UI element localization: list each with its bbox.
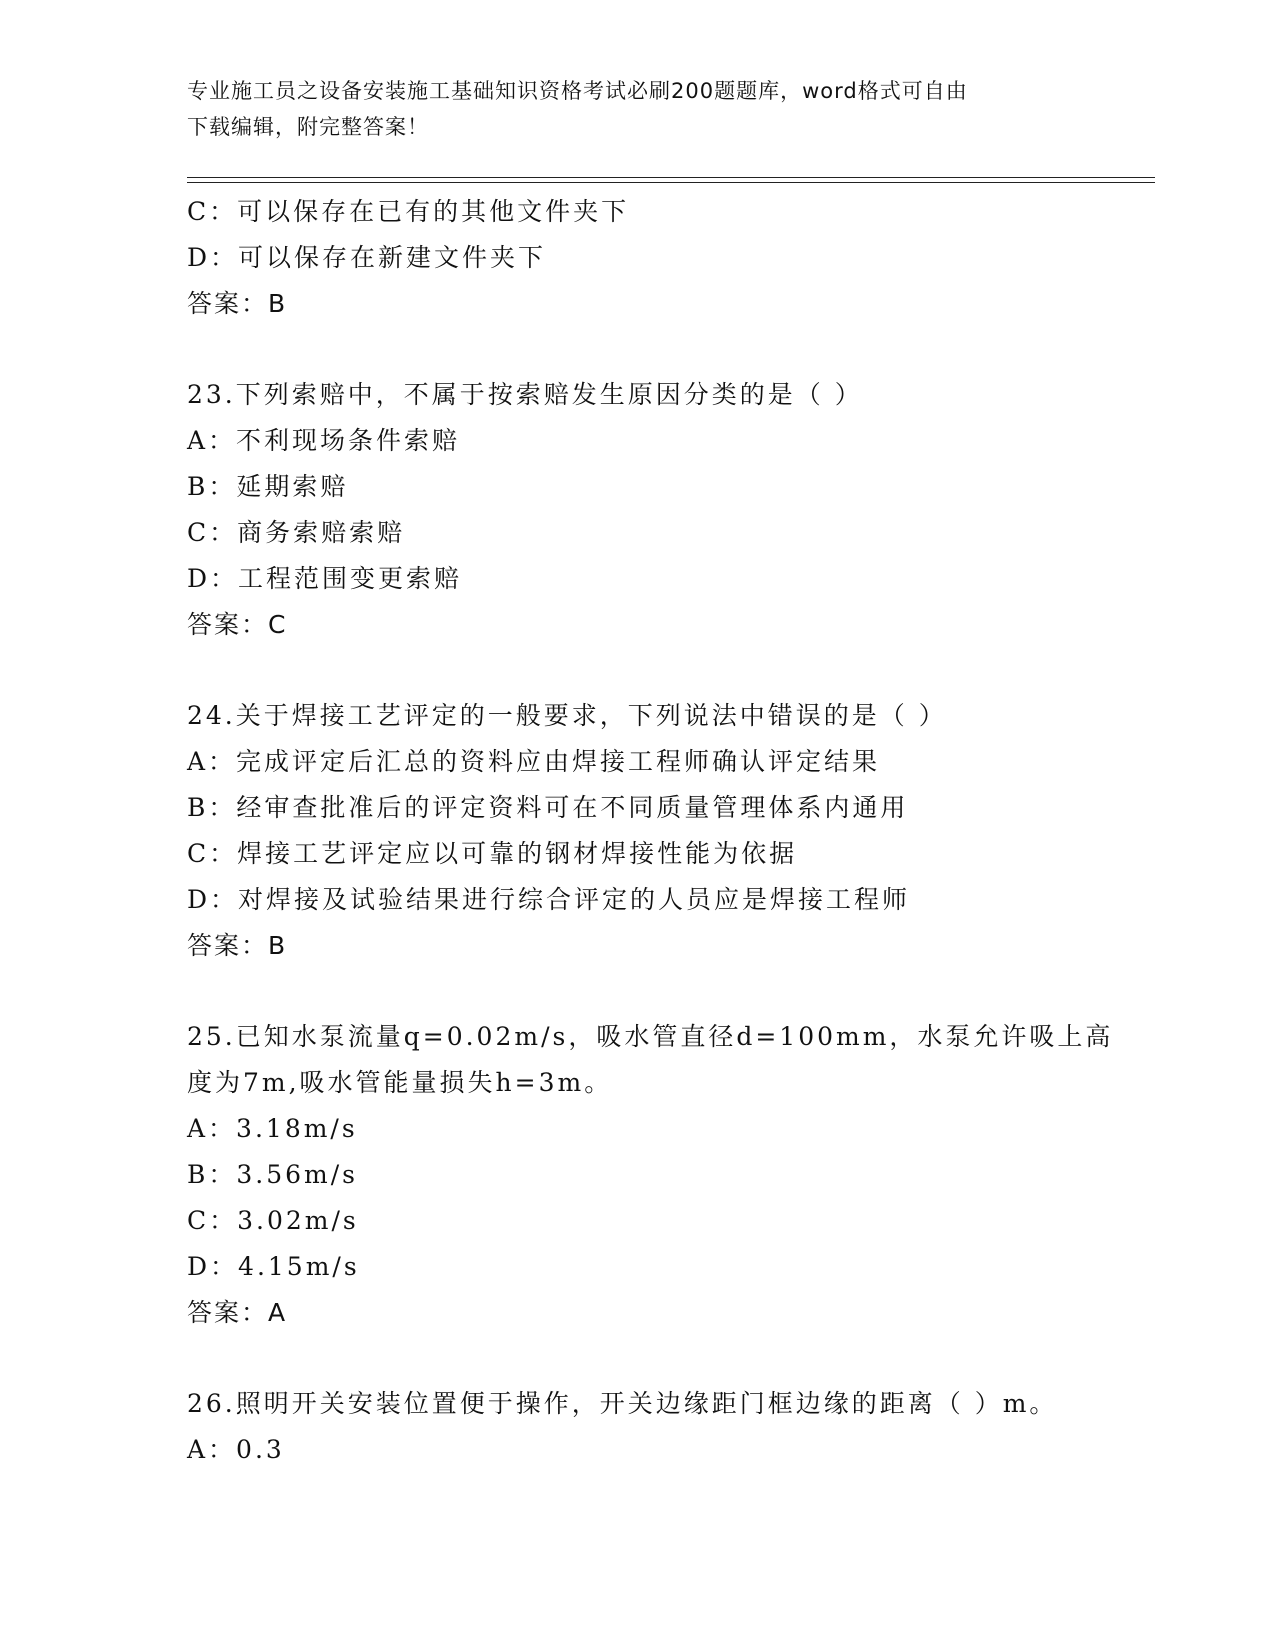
- option-c: C：焊接工艺评定应以可靠的钢材焊接性能为依据: [187, 839, 798, 868]
- question-list: [187, 189, 1147, 1473]
- question-stem-line-2: 度为7m,吸水管能量损失h=3m。: [187, 1068, 613, 1097]
- question-stem: 23.下列索赔中，不属于按索赔发生原因分类的是（ ）: [187, 380, 863, 409]
- option-b: B：3.56m/s: [187, 1160, 358, 1189]
- answer-line: 答案：A: [187, 1298, 288, 1327]
- option-d: D：可以保存在新建文件夹下: [187, 243, 547, 272]
- option-d: D：4.15m/s: [187, 1252, 360, 1281]
- option-d: D：对焊接及试验结果进行综合评定的人员应是焊接工程师: [187, 885, 911, 914]
- prev-question-block: [187, 189, 1147, 327]
- question-stem: 24.关于焊接工艺评定的一般要求，下列说法中错误的是（ ）: [187, 701, 947, 730]
- option-c: C：可以保存在已有的其他文件夹下: [187, 197, 630, 226]
- answer-line: 答案：B: [187, 289, 288, 318]
- option-b: B：延期索赔: [187, 472, 349, 501]
- header-line-1: 专业施工员之设备安装施工基础知识资格考试必刷200题题库，word格式可自由: [187, 79, 968, 103]
- answer-line: 答案：B: [187, 931, 288, 960]
- option-a: A：不利现场条件索赔: [187, 426, 461, 455]
- document-header: [187, 73, 1067, 145]
- option-c: C：3.02m/s: [187, 1206, 359, 1235]
- option-d: D：工程范围变更索赔: [187, 564, 463, 593]
- option-b: B：经审查批准后的评定资料可在不同质量管理体系内通用: [187, 793, 909, 822]
- question-23: [187, 372, 1147, 648]
- header-divider-top: [187, 177, 1155, 178]
- option-a: A：0.3: [187, 1435, 285, 1464]
- answer-line: 答案：C: [187, 610, 288, 639]
- header-line-2: 下载编辑，附完整答案！: [187, 115, 429, 139]
- question-26: [187, 1381, 1147, 1473]
- question-stem: 26.照明开关安装位置便于操作，开关边缘距门框边缘的距离（ ）m。: [187, 1389, 1058, 1418]
- option-c: C：商务索赔索赔: [187, 518, 406, 547]
- option-a: A：3.18m/s: [187, 1114, 358, 1143]
- question-25: [187, 1014, 1147, 1336]
- question-24: [187, 693, 1147, 969]
- option-a: A：完成评定后汇总的资料应由焊接工程师确认评定结果: [187, 747, 881, 776]
- header-divider-bottom: [187, 182, 1155, 183]
- question-stem-line-1: 25.已知水泵流量q=0.02m/s，吸水管直径d=100mm，水泵允许吸上高: [187, 1022, 1114, 1051]
